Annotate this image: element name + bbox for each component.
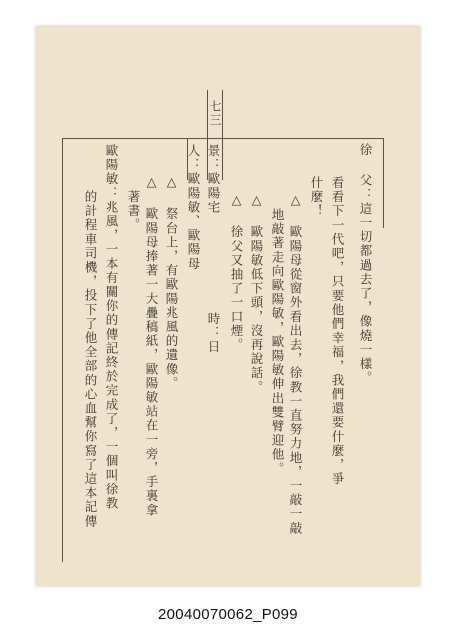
page-number: 七三 (208, 100, 222, 128)
stage-direction-4: △ 祭台上，有歐陽兆風的遺像。 (164, 174, 179, 391)
stage-direction-2: △ 歐陽敏低下頭，沒再說話。 (249, 192, 264, 395)
dialogue-ouyang-min-1: 歐陽敏：兆風，一本有關你的傳記終於完成了，一個叫徐教 (104, 144, 119, 511)
scene-place: 景：歐陽宅 (206, 144, 221, 215)
scene-header-top-rule (62, 138, 384, 139)
stage-direction-1-cont: 地敲著走向歐陽敏，歐陽敏伸出雙臂迎他。 (270, 208, 285, 476)
stage-direction-5-cont: 著書。 (126, 190, 141, 233)
stage-direction-3: △ 徐父又抽了一口煙。 (229, 192, 244, 353)
stage-direction-1: △ 歐陽母從窗外看出去，徐教一直努力地，一敲一敲 (288, 192, 303, 536)
scene-time: 時：日 (206, 312, 221, 355)
stage-direction-5: △ 歐陽母捧著一大疊稿紙，歐陽敏站在一旁，手裏拿 (144, 174, 159, 518)
scene-people: 人：歐陽敏、歐陽母 (186, 144, 201, 271)
dialogue-ouyang-min-2: 的計程車司機，投下了他全部的心血幫你寫了這本記傳 (83, 190, 98, 529)
archive-caption: 20040070062_P099 (158, 606, 298, 623)
dialogue-xu-father-2: 看看下一代吧，只要他們幸福，我們還要什麼，爭 (330, 176, 345, 487)
left-margin-rule (62, 138, 63, 562)
scene-header-right-rule (222, 138, 223, 180)
dialogue-xu-father-3: 什麼！ (309, 176, 324, 219)
dialogue-xu-father-1: 徐 父：這一切都過去了，像燒一樣。 (358, 143, 373, 386)
document-page (36, 26, 420, 586)
right-margin-rule (383, 138, 384, 228)
